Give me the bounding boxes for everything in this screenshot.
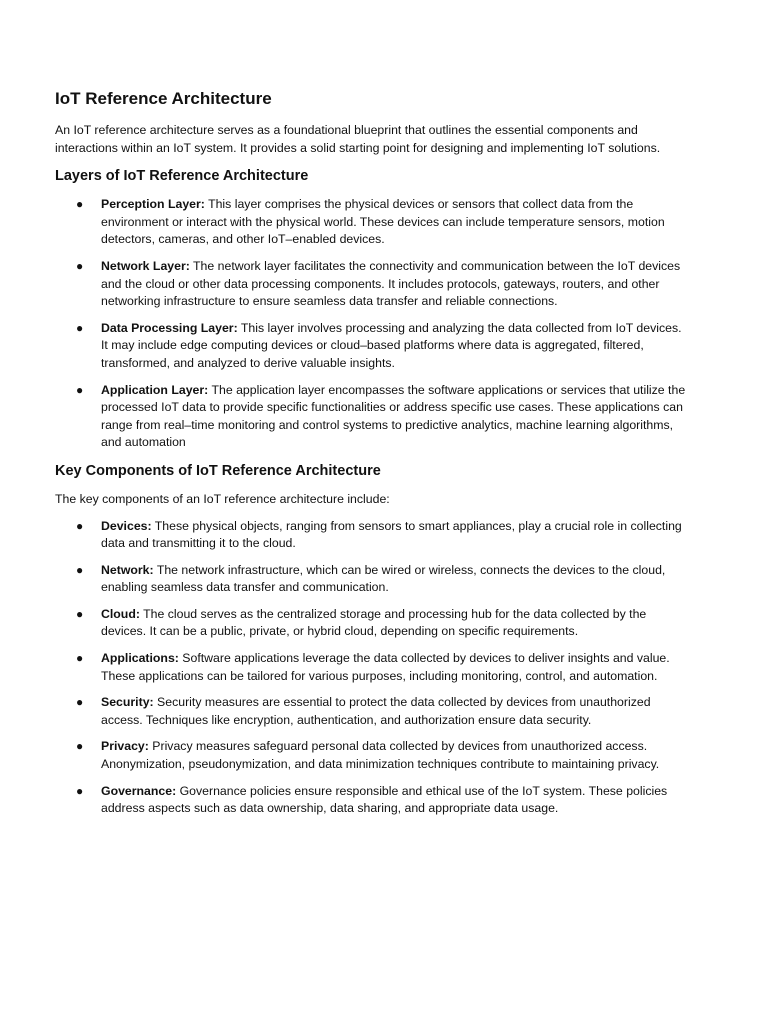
- item-text: Governance policies ensure responsible and ethical use of the IoT system. These policies address aspects such as data ownership, data sharing, and appropriate data usage.: [101, 783, 668, 816]
- bullet-icon: ●: [76, 783, 84, 798]
- bullet-icon: ●: [76, 382, 84, 397]
- item-term: Network:: [101, 562, 154, 577]
- list-item: [55, 694, 688, 729]
- item-text: This layer involves processing and analyzing the data collected from IoT devices. It may include edge computing devices or cloud–based platforms where data is aggregated, filtered, transformed, and analyzed to derive valuable insights.: [101, 320, 682, 370]
- list-item: [55, 382, 688, 452]
- item-text: These physical objects, ranging from sensors to smart appliances, play a crucial role in collecting data and transmitting it to the cloud.: [101, 518, 682, 551]
- list-item: [55, 258, 688, 311]
- components-list: [55, 518, 688, 818]
- bullet-icon: ●: [76, 739, 84, 754]
- bullet-icon: ●: [76, 562, 84, 577]
- components-intro: The key components of an IoT reference architecture include:: [55, 491, 390, 506]
- item-text: Privacy measures safeguard personal data collected by devices from unauthorized access. Anonymization, pseudonymization, and data minimization techniques contribute to maintaining privacy.: [101, 739, 660, 772]
- item-text: Software applications leverage the data collected by devices to deliver insights and value. These applications can be tailored for various purposes, including monitoring, control, and automation.: [101, 651, 670, 683]
- bullet-icon: ●: [76, 258, 84, 273]
- bullet-icon: ●: [76, 518, 84, 533]
- bullet-icon: ●: [76, 320, 84, 335]
- bullet-icon: ●: [76, 695, 84, 710]
- bullet-icon: ●: [76, 651, 84, 666]
- item-term: Network Layer:: [101, 258, 190, 273]
- bullet-icon: ●: [76, 606, 84, 621]
- list-item: [55, 783, 688, 818]
- item-term: Security:: [101, 695, 154, 710]
- item-term: Application Layer:: [101, 382, 209, 397]
- list-item: [55, 606, 688, 641]
- item-text: The cloud serves as the centralized storage and processing hub for the data collected by the devices. It can be a public, private, or hybrid cloud, depending on specific requirements.: [101, 606, 647, 639]
- bullet-icon: ●: [76, 197, 84, 212]
- list-item: [55, 196, 688, 249]
- item-text: The network layer facilitates the connectivity and communication between the IoT devices and the cloud or other data processing components. It includes protocols, gateways, routers, and other networking infrastructure to ensure seamless data transfer and reliable connections.: [101, 258, 681, 309]
- item-term: Applications:: [101, 651, 179, 666]
- item-term: Privacy:: [101, 739, 149, 754]
- item-text: The application layer encompasses the software applications or services that utilize the processed IoT data to provide specific functionalities or address specific use cases. These applications can range from real–time monitoring and control systems to predictive analytics, machine learning algorithms, and automation: [101, 382, 686, 450]
- document-title: IoT Reference Architecture: [55, 89, 272, 108]
- item-text: Security measures are essential to protect the data collected by devices from unauthorized access. Techniques like encryption, authentication, and authorization ensure data security.: [101, 695, 651, 727]
- intro-paragraph: An IoT reference architecture serves as a foundational blueprint that outlines the essential components and interactions within an IoT system. It provides a solid starting point for designing and implementing IoT solutions.: [55, 123, 661, 155]
- item-term: Devices:: [101, 518, 152, 533]
- list-item: [55, 518, 688, 553]
- layers-list: [55, 196, 688, 452]
- item-term: Cloud:: [101, 606, 140, 621]
- components-heading: Key Components of IoT Reference Architecture: [55, 462, 381, 479]
- list-item: [55, 738, 688, 773]
- list-item: [55, 650, 688, 685]
- list-item: [55, 320, 688, 373]
- list-item: [55, 562, 688, 597]
- item-text: This layer comprises the physical devices or sensors that collect data from the environment or interact with the physical world. These devices can include temperature sensors, motion detectors, cameras, and other IoT–enabled devices.: [101, 197, 665, 247]
- item-term: Governance:: [101, 783, 177, 798]
- item-term: Perception Layer:: [101, 197, 205, 212]
- layers-heading: Layers of IoT Reference Architecture: [55, 168, 309, 185]
- item-text: The network infrastructure, which can be wired or wireless, connects the devices to the cloud, enabling seamless data transfer and communication.: [101, 562, 666, 595]
- item-term: Data Processing Layer:: [101, 320, 238, 335]
